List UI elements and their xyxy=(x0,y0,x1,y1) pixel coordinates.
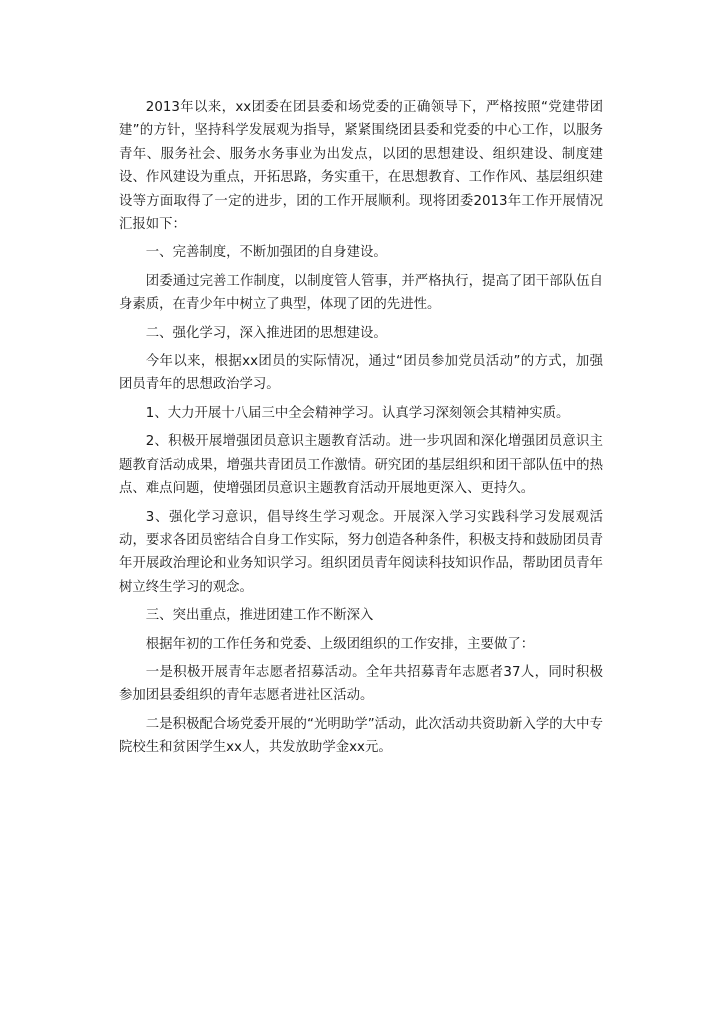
body-paragraph: 今年以来，根据xx团员的实际情况，通过“团员参加党员活动”的方式，加强团员青年的思想政治学习。 xyxy=(119,354,603,393)
body-paragraph: 团委通过完善工作制度，以制度管人管事，并严格执行，提高了团干部队伍自身素质，在青少年中树立了典型，体现了团的先进性。 xyxy=(119,273,603,313)
section-heading-2: 二、强化学习，深入推进团的思想建设。 xyxy=(145,325,387,341)
body-paragraph: 二是积极配合场党委开展的“光明助学”活动，此次活动共资助新入学的大中专院校生和贫困学生xx人，共发放助学金xx元。 xyxy=(119,716,603,756)
section-heading-3: 三、突出重点，推进团建工作不断深入 xyxy=(145,608,374,624)
list-item-3: 3、强化学习意识，倡导终生学习观念。开展深入学习实践科学习发展观活动，要求各团员密结合自身工作实际，努力创造各种条件，积极支持和鼓励团员青年开展政治理论和业务知识学习。组织团员青年阅读科技知识作品，帮助团员青年树立终生学习的观念。 xyxy=(119,509,603,595)
list-item-2: 2、积极开展增强团员意识主题教育活动。进一步巩固和深化增强团员意识主题教育活动成果，增强共青团员工作激情。研究团的基层组织和团干部队伍中的热点、难点问题，使增强团员意识主题教育活动开展地更深入、更持久。 xyxy=(119,434,603,497)
list-item-1: 1、大力开展十八届三中全会精神学习。认真学习深刻领会其精神实质。 xyxy=(145,405,570,421)
document-body xyxy=(119,96,603,765)
body-paragraph: 一是积极开展青年志愿者招募活动。全年共招募青年志愿者37人，同时积极参加团县委组织的青年志愿者进社区活动。 xyxy=(119,664,603,704)
body-paragraph: 根据年初的工作任务和党委、上级团组织的工作安排，主要做了： xyxy=(145,636,535,652)
intro-paragraph: 2013年以来，xx团委在团县委和场党委的正确领导下，严格按照“党建带团建”的方针，坚持科学发展观为指导，紧紧围绕团县委和党委的中心工作，以服务青年、服务社会、服务水务事业为出发点，以团的思想建设、组织建设、制度建设、作风建设为重点，开拓思路，务实重干，在思想教育、工作作风、基层组织建设等方面取得了一定的进步，团的工作开展顺利。现将团委2013年工作开展情况汇报如下： xyxy=(119,100,603,233)
section-heading-1: 一、完善制度，不断加强团的自身建设。 xyxy=(145,245,387,261)
